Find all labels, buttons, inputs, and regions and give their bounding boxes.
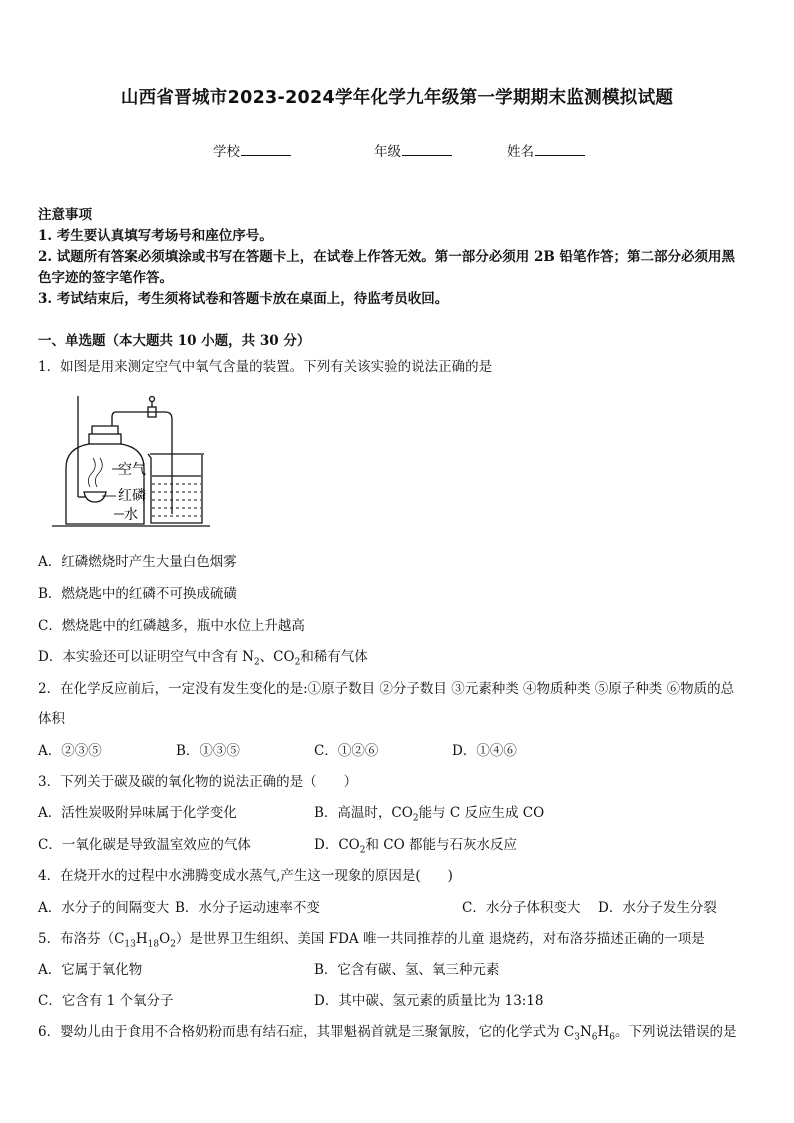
apparatus-diagram [52,388,232,530]
q5-option-b: B．它含有碳、氢、氧三种元素 [314,962,500,978]
notice-item-3: 3. 考试结束后，考生须将试卷和答题卡放在桌面上，待监考员收回。 [38,291,449,307]
grade-field[interactable] [374,140,452,160]
notice-item-2: 2. 试题所有答案必须填涂或书写在答题卡上，在试卷上作答无效。第一部分必须用 2B 铅笔作答；第二部分必须用黑 [38,249,735,265]
q2-option-a: A．②③⑤ [38,743,102,759]
q4-option-b: B．水分子运动速率不变 [175,900,320,916]
q3-option-b: B．高温时，$CO_2$能与 C 反应生成 CO [314,805,545,824]
q5-option-c: C．它含有 1 个氧分子 [38,993,174,1009]
name-blank[interactable] [535,143,585,156]
q5-option-d: D．其中碳、氢元素的质量比为 13:18 [314,993,544,1009]
label-water: 水 [124,507,138,523]
q5-stem: 5．布洛芬$(C_{13}H_{18}O_2)$是世界卫生组织、美国 FDA 唯一共同推荐的儿童 退烧药，对布洛芬描述正确的一项是 [38,931,705,950]
q2-option-d: D．①④⑥ [452,743,517,759]
q3-stem: 3．下列关于碳及碳的氧化物的说法正确的是（ ） [38,774,358,790]
school-field[interactable] [213,140,291,160]
q4-option-d: D．水分子发生分裂 [598,900,717,916]
school-blank[interactable] [241,143,291,156]
q1-option-c: C．燃烧匙中的红磷越多，瓶中水位上升越高 [38,618,305,634]
q4-option-a: A．水分子的间隔变大 [38,900,170,916]
label-air: 空气 [118,462,146,478]
section-heading: 一、单选题（本大题共 10 小题，共 30 分） [38,333,311,349]
page-title: 山西省晋城市2023-2024学年化学九年级第一学期期末监测模拟试题 [120,88,674,108]
q1-option-d: D．本实验还可以证明空气中含有 $N_2$、$CO_2$和稀有气体 [38,649,368,668]
grade-label: 年级 [374,144,401,160]
q2-stem-line1: 2．在化学反应前后，一定没有发生变化的是:①原子数目 ②分子数目 ③元素种类 ④物质种类 ⑤原子种类 ⑥物质的总 [38,681,735,697]
q6-stem: 6．婴幼儿由于食用不合格奶粉而患有结石症，其罪魁祸首就是三聚氰胺，它的化学式为 $C_3N_6H_6$。下列说法错误的是 [38,1024,737,1043]
q3-option-c: C．一氧化碳是导致温室效应的气体 [38,837,251,853]
q4-stem: 4．在烧开水的过程中水沸腾变成水蒸气,产生这一现象的原因是( ) [38,868,453,884]
label-phosphorus: 红磷 [118,488,146,504]
school-label: 学校 [213,144,240,160]
q3-option-d: D．$CO_2$和 CO 都能与石灰水反应 [314,837,517,856]
q1-option-b: B．燃烧匙中的红磷不可换成硫磺 [38,586,237,602]
notice-item-2-cont: 色字迹的签字笔作答。 [38,270,173,286]
q2-option-b: B．①③⑤ [176,743,240,759]
notice-heading: 注意事项 [38,207,92,223]
name-field[interactable] [507,140,585,160]
name-label: 姓名 [507,144,534,160]
notice-item-1: 1. 考生要认真填写考场号和座位序号。 [38,228,273,244]
q5-option-a: A．它属于氧化物 [38,962,143,978]
q2-option-c: C．①②⑥ [314,743,379,759]
q1-stem: 1．如图是用来测定空气中氧气含量的装置。下列有关该实验的说法正确的是 [38,359,493,375]
q1-option-a: A．红磷燃烧时产生大量白色烟雾 [38,554,237,570]
q3-option-a: A．活性炭吸附异味属于化学变化 [38,805,237,821]
q2-stem-line2: 体积 [38,711,65,727]
grade-blank[interactable] [402,143,452,156]
q4-option-c: C．水分子体积变大 [462,900,581,916]
